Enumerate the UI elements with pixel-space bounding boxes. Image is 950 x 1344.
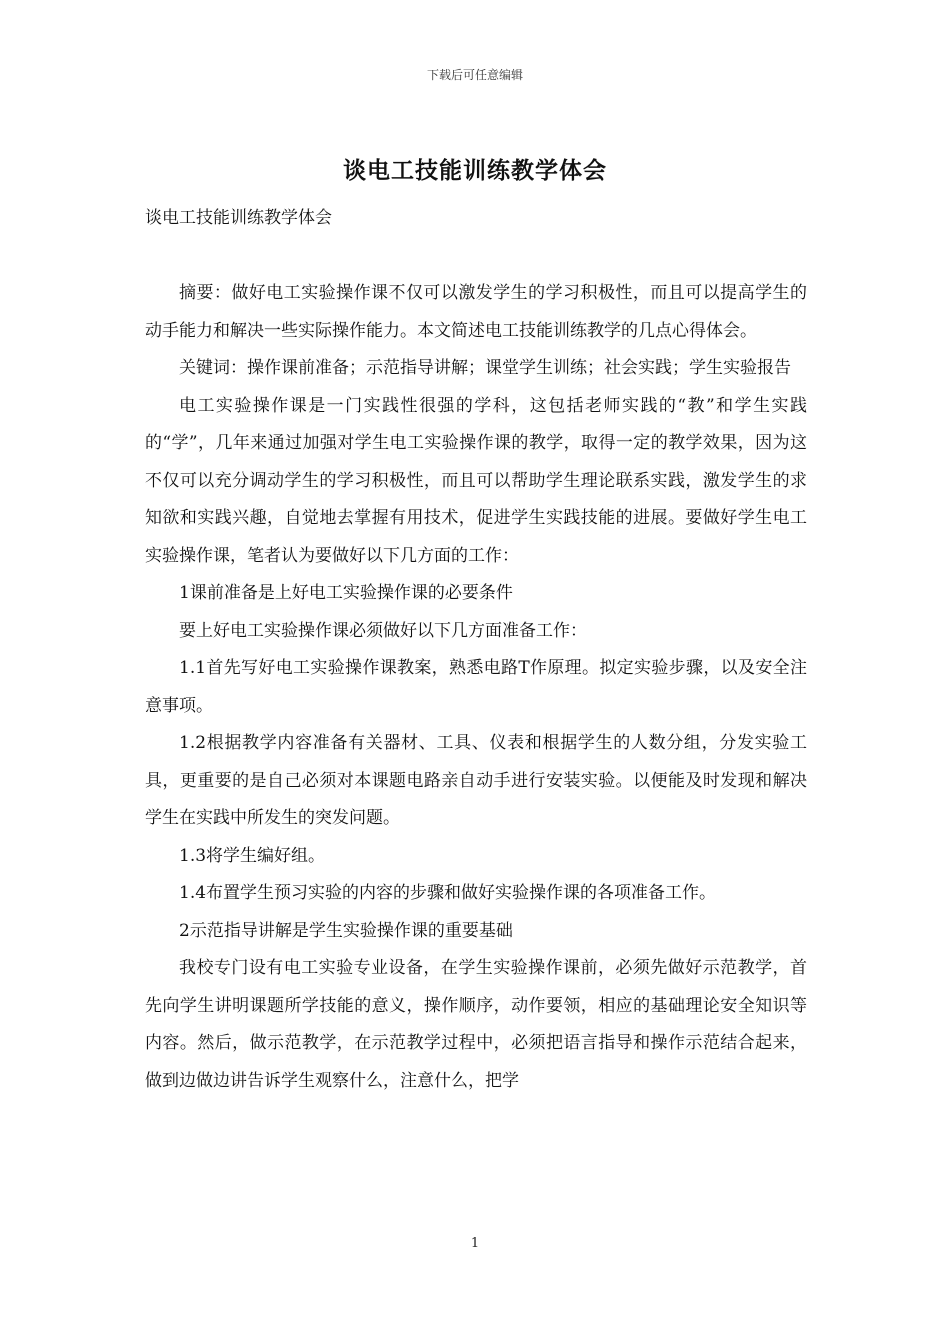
keywords-paragraph: 关键词：操作课前准备；示范指导讲解；课堂学生训练；社会实践；学生实验报告 bbox=[179, 358, 791, 378]
list-item-1-3: 1.3将学生编好组。 bbox=[179, 845, 326, 866]
header-note: 下载后可任意编辑 bbox=[426, 68, 523, 82]
document-title: 谈电工技能训练教学体会 bbox=[343, 158, 607, 184]
list-item-1-1: 1.1首先写好电工实验操作课教案，熟悉电路T作原理。拟定实验步骤，以及安全注意事项。 bbox=[145, 658, 807, 716]
document-subtitle: 谈电工技能训练教学体会 bbox=[145, 208, 332, 228]
list-item-1-4: 1.4布置学生预习实验的内容的步骤和做好实验操作课的各项准备工作。 bbox=[179, 883, 717, 903]
body-paragraph: 要上好电工实验操作课必须做好以下几方面准备工作： bbox=[179, 620, 587, 641]
section-heading-1: 1课前准备是上好电工实验操作课的必要条件 bbox=[179, 583, 513, 603]
document-body bbox=[145, 200, 807, 1100]
section-heading-2: 2示范指导讲解是学生实验操作课的重要基础 bbox=[179, 920, 513, 941]
intro-paragraph: 电工实验操作课是一门实践性很强的学科，这包括老师实践的“教”和学生实践的“学”，几年来通过加强对学生电工实验操作课的教学，取得一定的教学效果，因为这不仅可以充分调动学生的学习积极性，而且可以帮助学生理论联系实践，激发学生的求知欲和实践兴趣，自觉地去掌握有用技术，促进学生实践技能的进展。要做好学生电工实验操作课，笔者认为要做好以下几方面的工作： bbox=[145, 395, 807, 566]
body-paragraph: 我校专门设有电工实验专业设备，在学生实验操作课前，必须先做好示范教学，首先向学生讲明课题所学技能的意义，操作顺序，动作要领，相应的基础理论安全知识等内容。然后，做示范教学，在示范教学过程中，必须把语言指导和操作示范结合起来，做到边做边讲告诉学生观察什么，注意什么，把学 bbox=[145, 958, 807, 1091]
abstract-paragraph: 摘要：做好电工实验操作课不仅可以激发学生的学习积极性，而且可以提高学生的动手能力和解决一些实际操作能力。本文简述电工技能训练教学的几点心得体会。 bbox=[145, 283, 807, 341]
list-item-1-2: 1.2根据教学内容准备有关器材、工具、仪表和根据学生的人数分组，分发实验工具，更重要的是自己必须对本课题电路亲自动手进行安装实验。以便能及时发现和解决学生在实践中所发生的突发问题。 bbox=[145, 733, 807, 828]
page-number: 1 bbox=[470, 1236, 480, 1251]
